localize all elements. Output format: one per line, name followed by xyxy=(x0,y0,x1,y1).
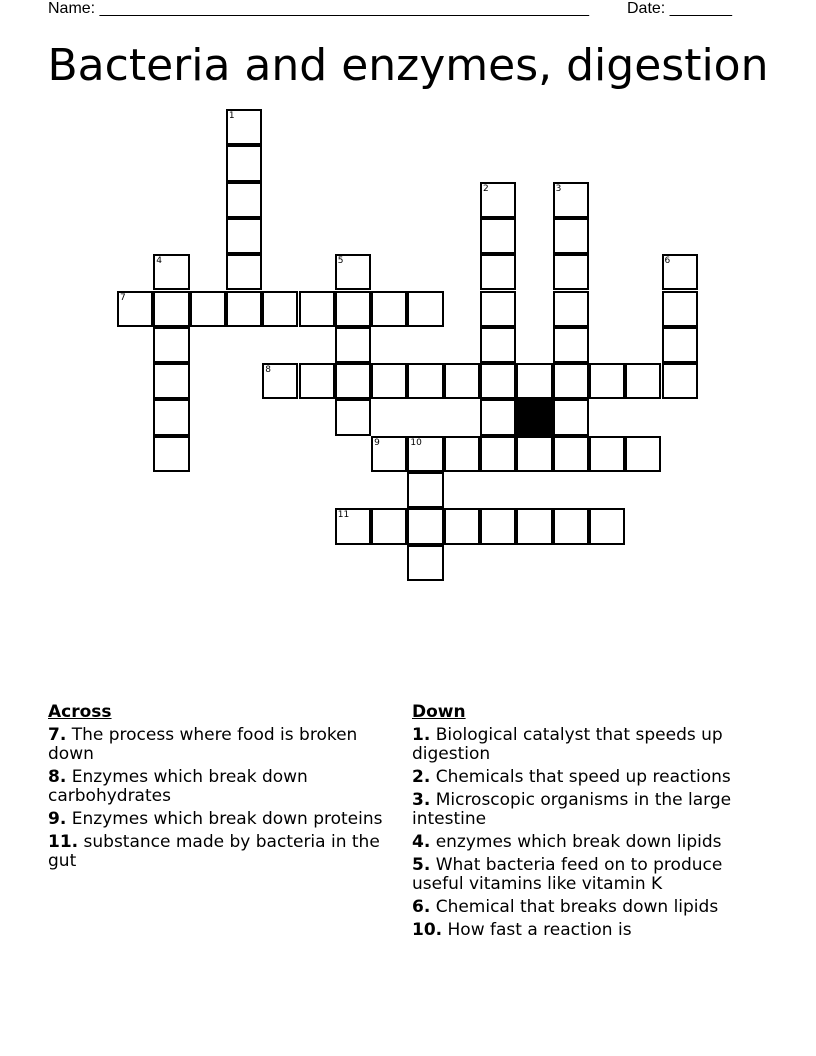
grid-cell[interactable] xyxy=(480,291,516,327)
grid-cell[interactable] xyxy=(516,363,552,399)
clue-text: Enzymes which break down carbohydrates xyxy=(48,767,308,806)
grid-cell[interactable] xyxy=(553,254,589,290)
page-title: Bacteria and enzymes, digestion xyxy=(47,40,769,91)
grid-cell[interactable] xyxy=(153,436,189,472)
grid-cell[interactable] xyxy=(299,363,335,399)
down-heading: Down xyxy=(412,702,466,722)
clue-across-9 xyxy=(48,810,398,829)
clue-number: 6. xyxy=(412,897,431,917)
clue-down-10 xyxy=(412,921,762,940)
grid-cell[interactable] xyxy=(516,436,552,472)
grid-cell[interactable] xyxy=(335,327,371,363)
grid-cell[interactable] xyxy=(371,291,407,327)
grid-cell[interactable] xyxy=(153,254,189,290)
clue-text: The process where food is broken down xyxy=(48,725,358,764)
grid-cell[interactable] xyxy=(553,218,589,254)
grid-cell[interactable] xyxy=(226,254,262,290)
grid-cell[interactable] xyxy=(153,327,189,363)
grid-cell[interactable] xyxy=(407,363,443,399)
grid-cell[interactable] xyxy=(262,363,298,399)
clue-text: Microscopic organisms in the large intestine xyxy=(412,790,732,829)
clue-number: 11. xyxy=(48,832,79,852)
across-heading: Across xyxy=(48,702,112,722)
grid-cell[interactable] xyxy=(371,508,407,544)
grid-cell[interactable] xyxy=(407,436,443,472)
grid-cell[interactable] xyxy=(299,291,335,327)
grid-cell[interactable] xyxy=(589,436,625,472)
grid-cell[interactable] xyxy=(407,291,443,327)
grid-cell[interactable] xyxy=(335,508,371,544)
grid-cell[interactable] xyxy=(335,399,371,435)
down-clues xyxy=(412,703,762,944)
clue-number: 7. xyxy=(48,725,67,745)
grid-cell[interactable] xyxy=(407,472,443,508)
clue-text: Chemical that breaks down lipids xyxy=(430,897,719,917)
clue-text: Enzymes which break down proteins xyxy=(66,809,383,829)
clue-text: Biological catalyst that speeds up digestion xyxy=(412,725,723,764)
cell-number: 10 xyxy=(410,437,422,448)
grid-cell[interactable] xyxy=(444,436,480,472)
grid-cell[interactable] xyxy=(153,399,189,435)
grid-cell[interactable] xyxy=(117,291,153,327)
clue-across-11 xyxy=(48,833,398,871)
clue-down-3 xyxy=(412,791,762,829)
clue-number: 1. xyxy=(412,725,431,745)
clue-number: 2. xyxy=(412,767,431,787)
cell-number: 1 xyxy=(228,111,235,121)
grid-cell[interactable] xyxy=(553,508,589,544)
date-field[interactable]: Date: _______ xyxy=(627,0,732,17)
grid-cell[interactable] xyxy=(444,363,480,399)
grid-cell[interactable] xyxy=(625,436,661,472)
grid-cell[interactable] xyxy=(335,291,371,327)
grid-cell[interactable] xyxy=(516,508,552,544)
cell-number: 8 xyxy=(265,365,271,376)
clue-text: Chemicals that speed up reactions xyxy=(430,767,731,787)
clue-number: 3. xyxy=(412,790,431,810)
clue-down-6 xyxy=(412,898,762,917)
grid-cell[interactable] xyxy=(153,291,189,327)
cell-number: 11 xyxy=(337,510,350,521)
grid-cell[interactable] xyxy=(625,363,661,399)
grid-cell[interactable] xyxy=(662,327,698,363)
cell-number: 4 xyxy=(156,256,163,267)
grid-cell[interactable] xyxy=(553,436,589,472)
grid-cell[interactable] xyxy=(335,254,371,290)
grid-cell[interactable] xyxy=(226,291,262,327)
clue-text: substance made by bacteria in the gut xyxy=(48,832,380,871)
grid-cell[interactable] xyxy=(553,327,589,363)
grid-cell[interactable] xyxy=(226,218,262,254)
grid-cell[interactable] xyxy=(662,363,698,399)
grid-cell[interactable] xyxy=(589,508,625,544)
grid-cell[interactable] xyxy=(553,291,589,327)
clue-number: 4. xyxy=(412,832,431,852)
grid-cell[interactable] xyxy=(371,363,407,399)
grid-cell[interactable] xyxy=(553,182,589,218)
grid-cell[interactable] xyxy=(480,182,516,218)
cell-number: 7 xyxy=(120,292,126,303)
grid-cell[interactable] xyxy=(407,545,443,581)
clue-down-1 xyxy=(412,726,762,764)
grid-cell[interactable] xyxy=(480,218,516,254)
grid-cell[interactable] xyxy=(480,327,516,363)
grid-cell[interactable] xyxy=(226,182,262,218)
cell-number: 2 xyxy=(483,183,489,194)
grid-cell[interactable] xyxy=(335,363,371,399)
grid-cell[interactable] xyxy=(553,363,589,399)
black-square xyxy=(516,399,552,435)
cell-number: 6 xyxy=(664,256,671,267)
grid-cell[interactable] xyxy=(153,363,189,399)
grid-cell[interactable] xyxy=(262,291,298,327)
clue-across-8 xyxy=(48,768,398,806)
grid-cell[interactable] xyxy=(553,399,589,435)
grid-cell[interactable] xyxy=(589,363,625,399)
grid-cell[interactable] xyxy=(371,436,407,472)
clue-number: 5. xyxy=(412,855,431,875)
grid-cell[interactable] xyxy=(480,436,516,472)
grid-cell[interactable] xyxy=(226,145,262,181)
clue-number: 9. xyxy=(48,809,67,829)
grid-cell[interactable] xyxy=(662,291,698,327)
clue-text: How fast a reaction is xyxy=(442,920,632,940)
grid-cell[interactable] xyxy=(190,291,226,327)
grid-cell[interactable] xyxy=(407,508,443,544)
name-field[interactable]: Name: _______________________________________________________ xyxy=(48,0,589,17)
grid-cell[interactable] xyxy=(480,254,516,290)
cell-number: 9 xyxy=(374,437,380,448)
clue-text: enzymes which break down lipids xyxy=(430,832,722,852)
grid-cell[interactable] xyxy=(480,399,516,435)
clue-down-4 xyxy=(412,833,762,852)
grid-cell[interactable] xyxy=(480,508,516,544)
across-clues xyxy=(48,703,398,875)
grid-cell[interactable] xyxy=(226,109,262,145)
cell-number: 5 xyxy=(337,256,344,267)
clue-across-7 xyxy=(48,726,398,764)
clue-down-2 xyxy=(412,768,762,787)
grid-cell[interactable] xyxy=(444,508,480,544)
clue-number: 8. xyxy=(48,767,67,787)
clue-down-5 xyxy=(412,856,762,894)
cell-number: 3 xyxy=(555,183,562,194)
grid-cell[interactable] xyxy=(480,363,516,399)
clue-text: What bacteria feed on to produce useful vitamins like vitamin K xyxy=(412,855,723,894)
grid-cell[interactable] xyxy=(662,254,698,290)
clue-number: 10. xyxy=(412,920,443,940)
